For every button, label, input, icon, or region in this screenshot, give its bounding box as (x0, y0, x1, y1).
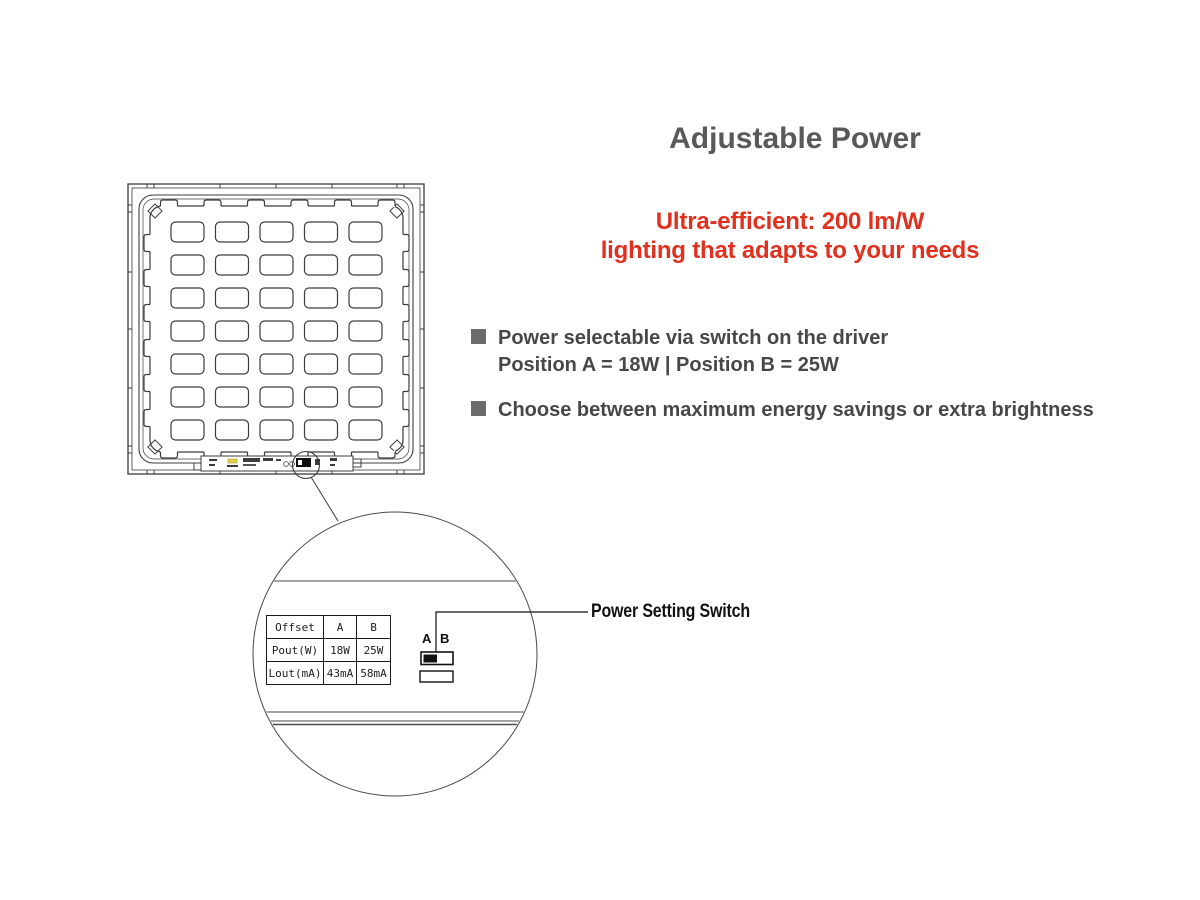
bullet-text (498, 325, 888, 379)
bullet-text (498, 397, 1094, 424)
bullet-2-line-1: Choose between maximum energy savings or extra brightness (498, 399, 1094, 421)
bullet-1-line-1: Power selectable via switch on the driver (498, 327, 889, 349)
power-setting-switch-label: Power Setting Switch (591, 601, 750, 622)
driver-strip (194, 456, 361, 471)
bullet-1-line-2: Position A = 18W | Position B = 25W (498, 354, 839, 376)
switch-position-a-slider (424, 655, 438, 663)
panel-frame (128, 184, 424, 474)
bullet-square-icon (471, 401, 486, 416)
tagline-line-1: Ultra-efficient: 200 lm/W (655, 208, 925, 235)
table-row (267, 616, 391, 639)
spec-cell: 43mA (324, 662, 357, 685)
reflector-plate (144, 200, 409, 458)
feature-bullet-choose-mode (471, 397, 1094, 424)
spec-cell: 25W (357, 639, 391, 662)
spec-cell: 18W (324, 639, 357, 662)
power-spec-table (266, 615, 391, 685)
spec-cell: Offset (267, 616, 324, 639)
switch-label-a: A (422, 631, 432, 646)
spec-cell: 58mA (357, 662, 391, 685)
spec-cell: Pout(W) (267, 639, 324, 662)
table-row (267, 639, 391, 662)
led-grid-cells (171, 222, 382, 440)
tagline-line-2: lighting that adapts to your needs (600, 237, 980, 264)
feature-bullet-power-select (471, 325, 888, 379)
frame-tick-marks (129, 185, 424, 474)
spec-cell: A (324, 616, 357, 639)
tagline (590, 207, 990, 265)
spec-cell: B (357, 616, 391, 639)
magnifier-connector-line (311, 477, 338, 521)
bullet-square-icon (471, 329, 486, 344)
spec-cell: Lout(mA) (267, 662, 324, 685)
table-row (267, 662, 391, 685)
page-title: Adjustable Power (669, 122, 921, 155)
switch-label-b: B (440, 631, 450, 646)
